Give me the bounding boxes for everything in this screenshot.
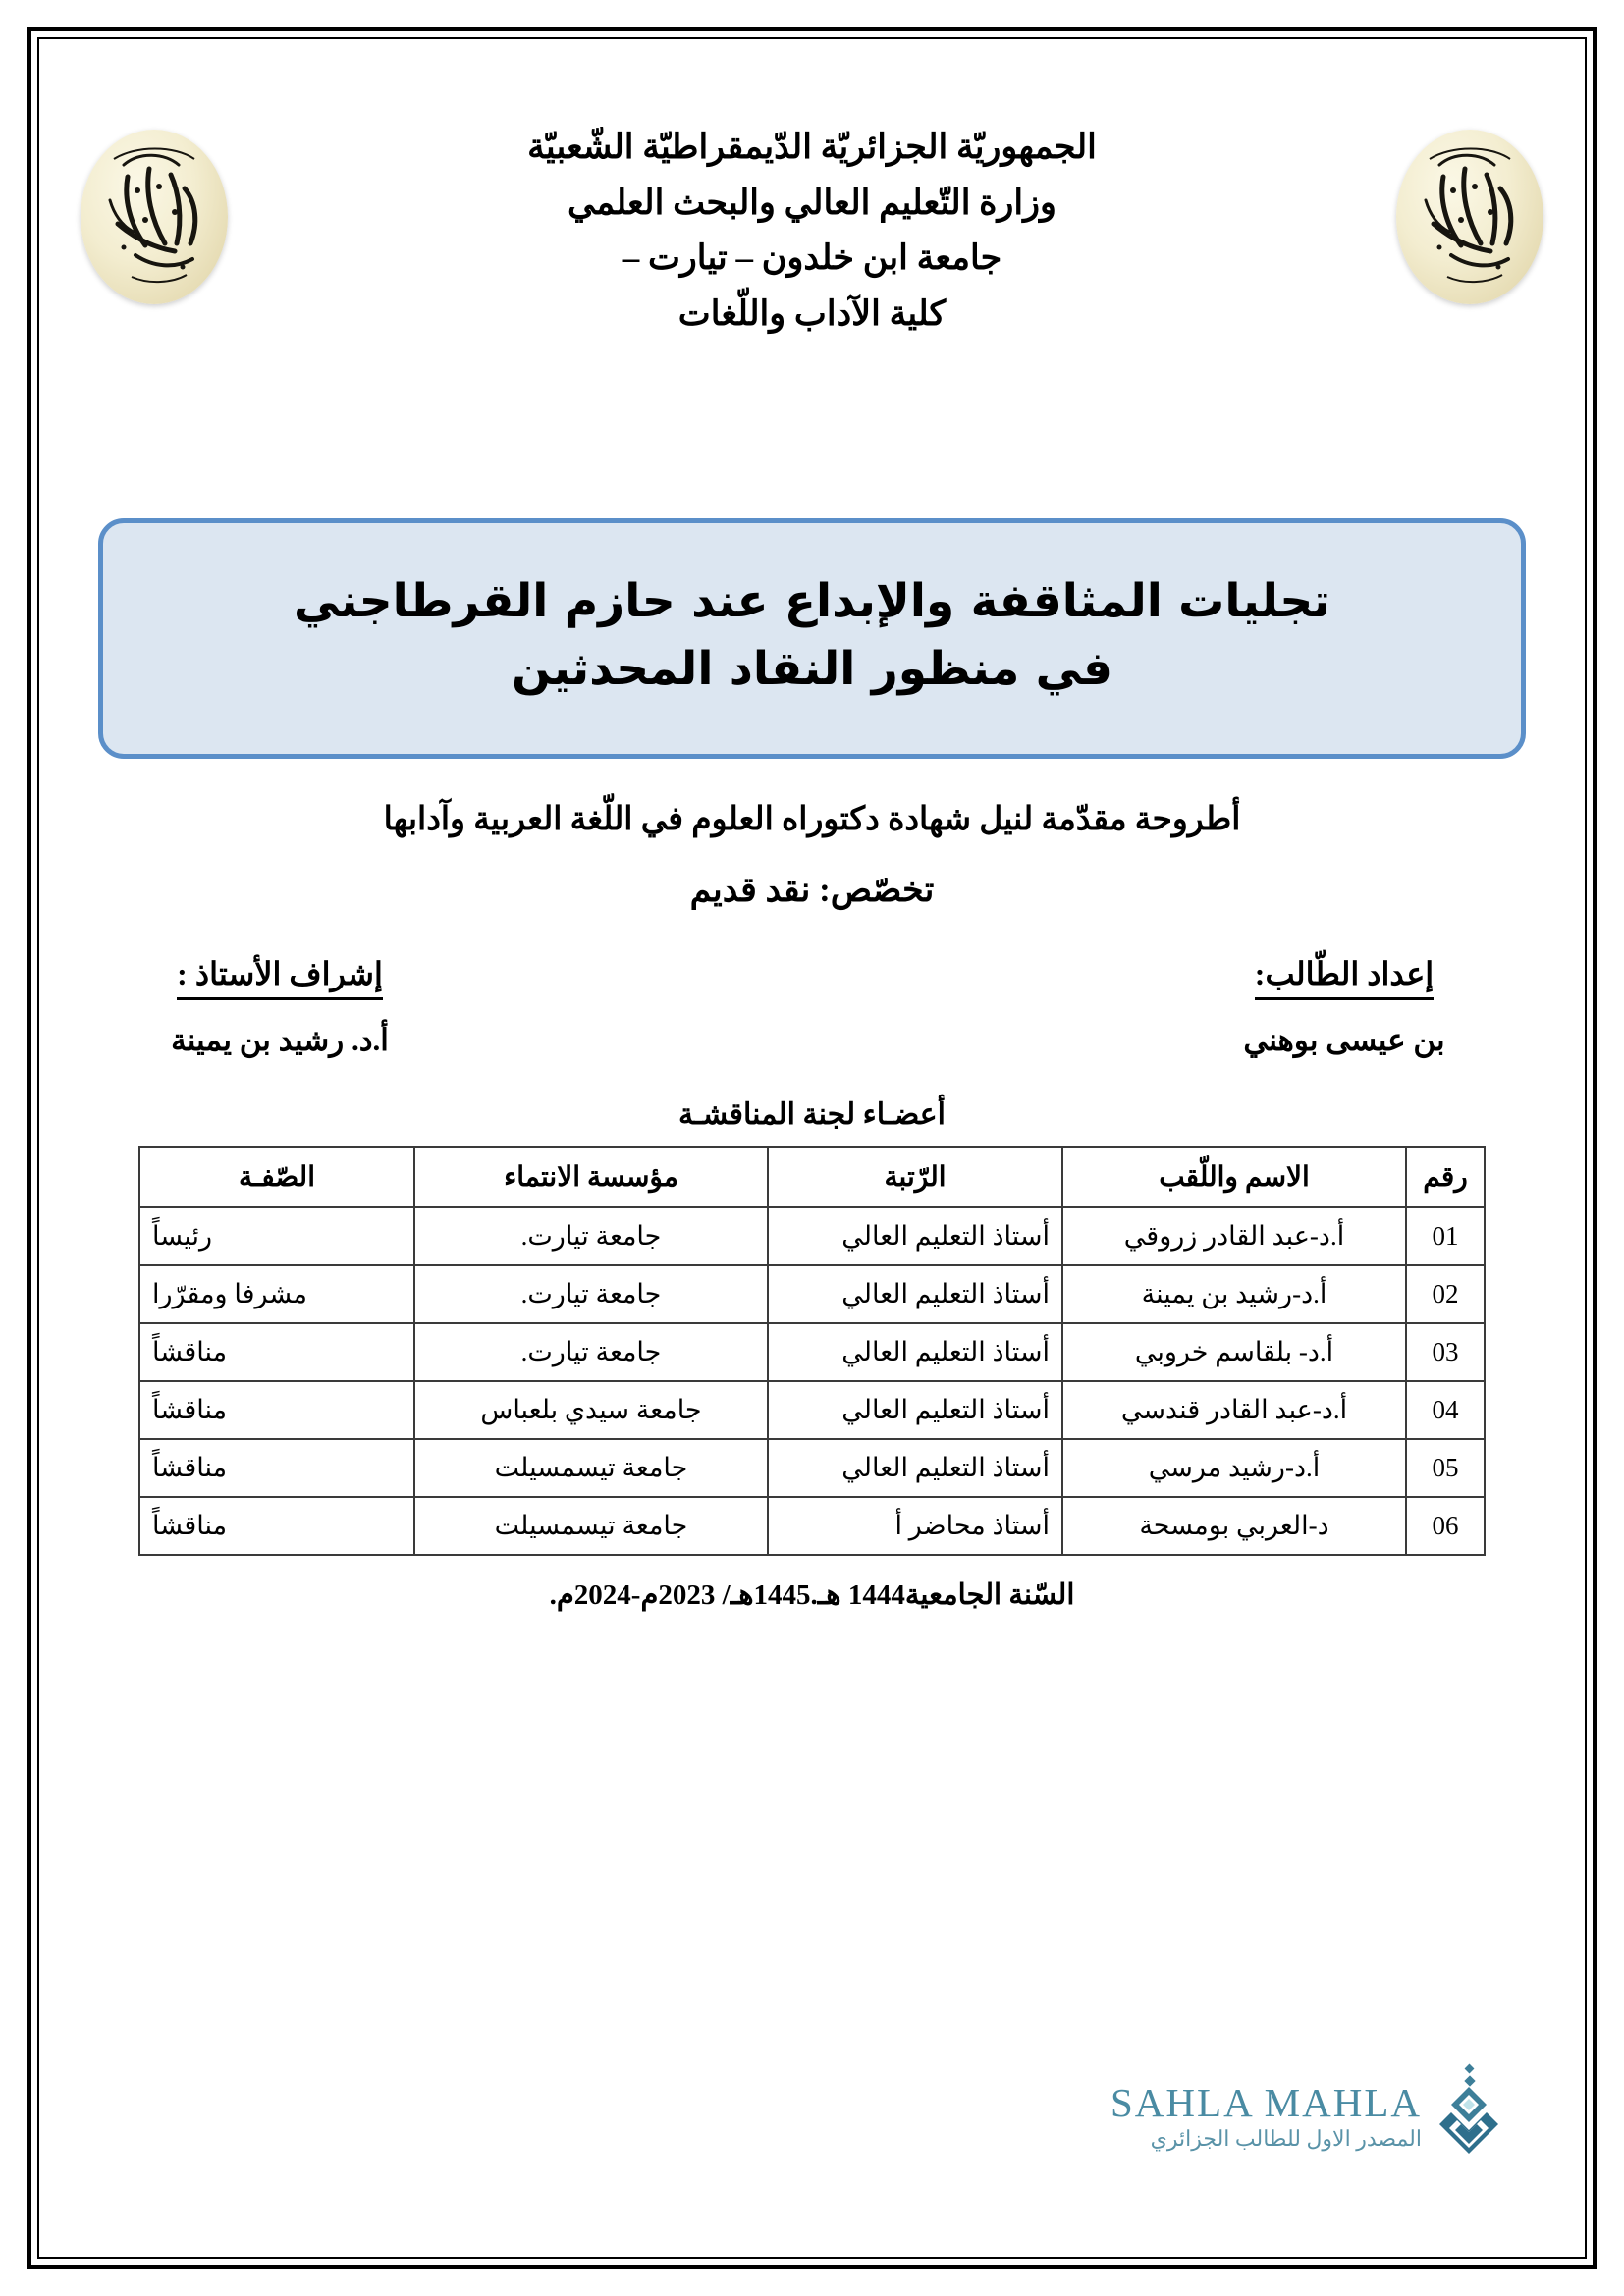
cell-rank: أستاذ التعليم العالي — [768, 1207, 1062, 1265]
specialty-statement: تخصّص: نقد قديم — [689, 870, 935, 909]
cell-role: مناقشاً — [139, 1381, 414, 1439]
table-header-row — [139, 1147, 1485, 1207]
watermark-text — [1110, 2079, 1422, 2152]
column-header-role: الصّفـة — [139, 1147, 414, 1207]
header-line-university: جامعة ابن خلدون – تيارت – — [622, 239, 1002, 278]
cell-name: أ.د- بلقاسم خروبي — [1062, 1323, 1406, 1381]
table-row — [139, 1497, 1485, 1555]
document-header — [59, 59, 1565, 491]
cell-number: 02 — [1406, 1265, 1485, 1323]
thesis-title-line-1: تجليات المثاقفة والإبداع عند حازم القرطاجني — [294, 574, 1330, 628]
cell-name: أ.د-عبد القادر زروقي — [1062, 1207, 1406, 1265]
header-line-faculty: كلية الآداب واللّغات — [677, 294, 947, 334]
column-header-rank: الرّتبة — [768, 1147, 1062, 1207]
degree-block — [59, 796, 1565, 910]
column-header-name: الاسم واللّقب — [1062, 1147, 1406, 1207]
column-header-number: رقم — [1406, 1147, 1485, 1207]
cell-institution: جامعة تيارت. — [414, 1265, 768, 1323]
header-line-ministry: وزارة التّعليم العالي والبحث العلمي — [568, 183, 1056, 222]
committee-caption: أعضـاء لجنة المناقشـة — [678, 1097, 946, 1131]
cell-number: 05 — [1406, 1439, 1485, 1497]
cell-rank: أستاذ محاضر أ — [768, 1497, 1062, 1555]
supervisor-column — [118, 955, 442, 1058]
cell-institution: جامعة تيارت. — [414, 1207, 768, 1265]
cell-institution: جامعة تيسمسيلت — [414, 1497, 768, 1555]
watermark-brand-en: SAHLA MAHLA — [1110, 2079, 1422, 2125]
cell-institution: جامعة تيسمسيلت — [414, 1439, 768, 1497]
table-row — [139, 1265, 1485, 1323]
page-content — [59, 59, 1565, 2237]
cell-name: أ.د-رشيد بن يمينة — [1062, 1265, 1406, 1323]
supervisor-label: إشراف الأستاذ : — [177, 955, 383, 1000]
student-name: بن عيسى بوهني — [1243, 1022, 1445, 1057]
cell-institution: جامعة تيارت. — [414, 1323, 768, 1381]
header-text-block — [59, 120, 1565, 343]
cell-number: 03 — [1406, 1323, 1485, 1381]
cell-institution: جامعة سيدي بلعباس — [414, 1381, 768, 1439]
cell-role: مشرفا ومقرّرا — [139, 1265, 414, 1323]
column-header-institution: مؤسسة الانتماء — [414, 1147, 768, 1207]
thesis-title-line-2: في منظور النقاد المحدثين — [512, 641, 1112, 696]
cell-name: أ.د-عبد القادر قندسي — [1062, 1381, 1406, 1439]
cell-number: 06 — [1406, 1497, 1485, 1555]
watermark-brand-ar: المصدر الاول للطالب الجزائري — [1150, 2126, 1422, 2152]
cell-role: مناقشاً — [139, 1439, 414, 1497]
university-seal-icon-2 — [81, 130, 228, 304]
university-seal-icon — [1396, 130, 1543, 304]
thesis-title-box — [98, 518, 1526, 759]
degree-statement: أطروحة مقدّمة لنيل شهادة دكتوراه العلوم في اللّغة العربية وآدابها — [383, 802, 1241, 838]
cell-rank: أستاذ التعليم العالي — [768, 1439, 1062, 1497]
student-column — [1182, 955, 1506, 1058]
university-logo-left — [81, 130, 228, 304]
academic-year: السّنة الجامعية1444 هـ.1445هـ/ 2023م-2024م. — [549, 1578, 1075, 1611]
cell-role: رئيساً — [139, 1207, 414, 1265]
supervisor-name: أ.د. رشيد بن يمينة — [171, 1022, 389, 1057]
committee-table-body — [139, 1207, 1485, 1555]
cell-number: 04 — [1406, 1381, 1485, 1439]
cell-rank: أستاذ التعليم العالي — [768, 1323, 1062, 1381]
cell-name: د-العربي بومسحة — [1062, 1497, 1406, 1555]
student-label: إعداد الطّالب: — [1255, 955, 1434, 1000]
table-row — [139, 1207, 1485, 1265]
sahla-mahla-logo-icon — [1432, 2063, 1506, 2170]
table-row — [139, 1381, 1485, 1439]
cell-rank: أستاذ التعليم العالي — [768, 1265, 1062, 1323]
committee-table — [138, 1146, 1486, 1556]
table-row — [139, 1439, 1485, 1497]
cell-role: مناقشاً — [139, 1497, 414, 1555]
table-row — [139, 1323, 1485, 1381]
site-watermark — [1110, 2063, 1506, 2170]
cell-role: مناقشاً — [139, 1323, 414, 1381]
cell-number: 01 — [1406, 1207, 1485, 1265]
header-line-country: الجمهوريّة الجزائريّة الدّيمقراطيّة الشّعبيّة — [527, 128, 1097, 166]
people-block — [118, 955, 1506, 1058]
cell-name: أ.د-رشيد مرسي — [1062, 1439, 1406, 1497]
cell-rank: أستاذ التعليم العالي — [768, 1381, 1062, 1439]
university-logo-right — [1396, 130, 1543, 304]
